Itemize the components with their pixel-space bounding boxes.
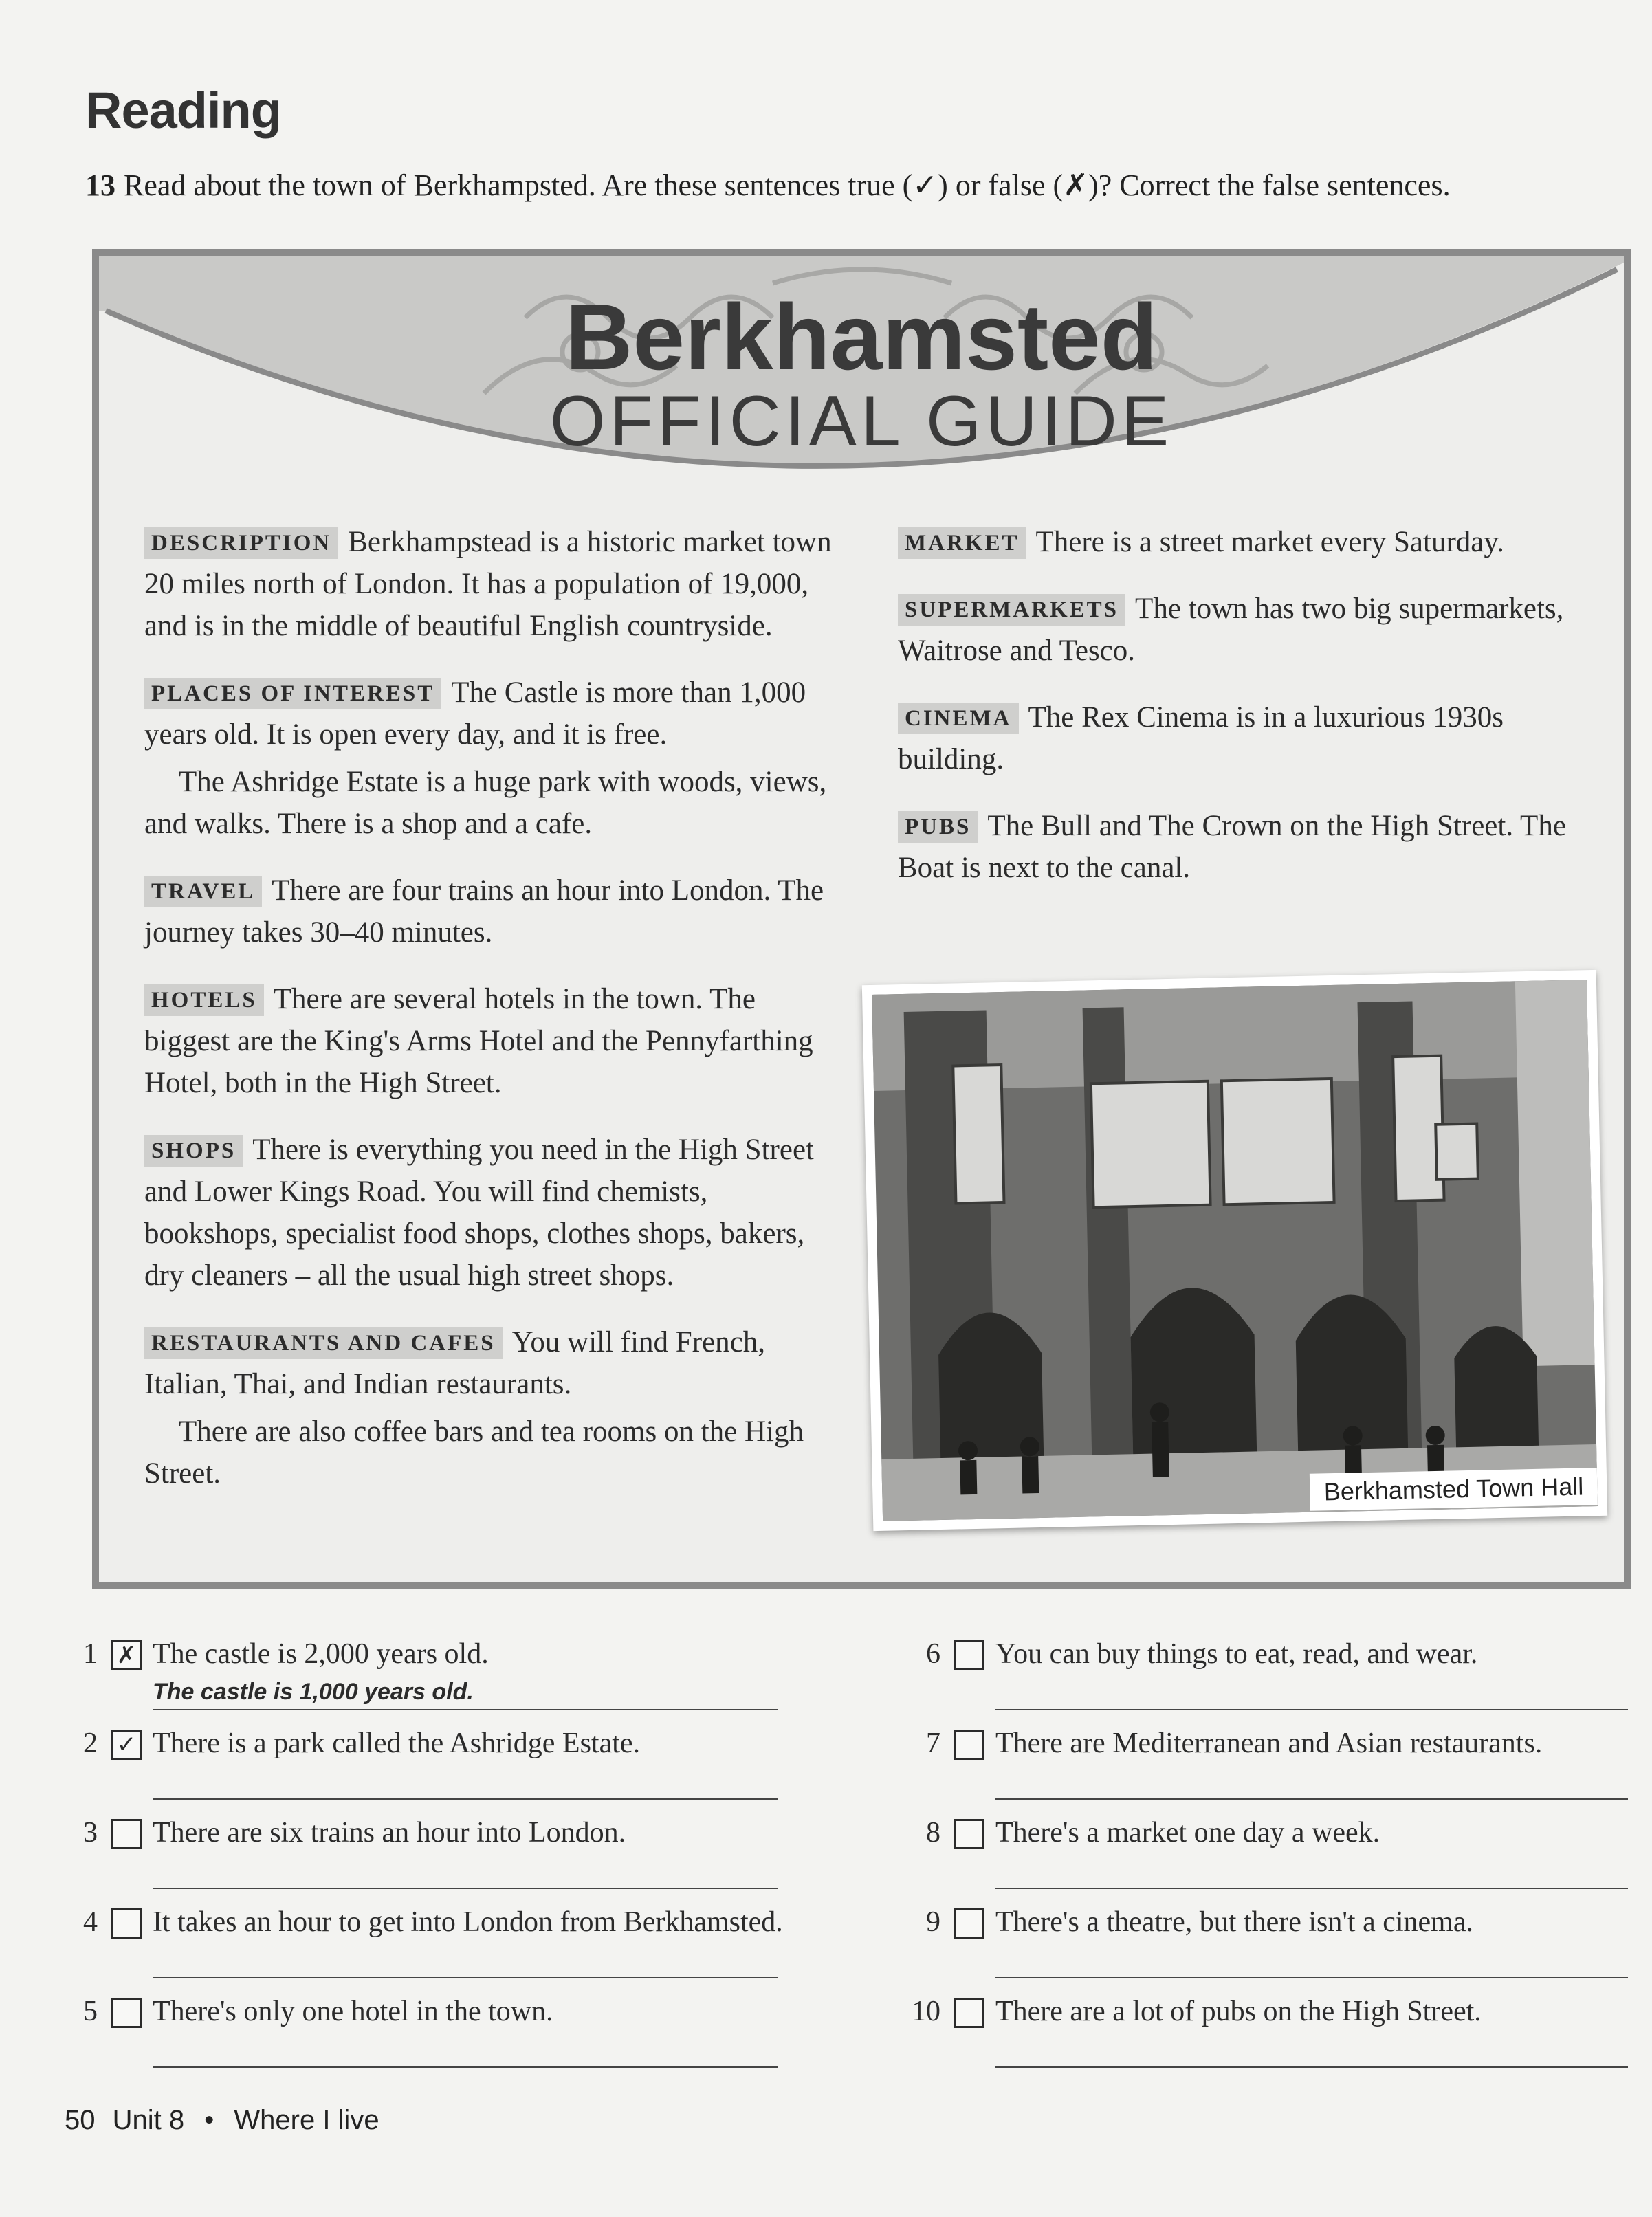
section-title: Reading — [85, 82, 281, 139]
answer-line[interactable] — [995, 1709, 1628, 1710]
true-false-checkbox[interactable] — [111, 1908, 142, 1939]
section-tag: DESCRIPTION — [144, 527, 338, 559]
section-tag: RESTAURANTS AND CAFES — [144, 1327, 503, 1359]
question-number: 5 — [83, 1996, 98, 2027]
question-9 — [906, 1906, 1635, 1995]
official-guide-box — [92, 249, 1631, 1589]
true-false-checkbox[interactable]: ✗ — [111, 1640, 142, 1670]
true-false-checkbox[interactable] — [954, 1819, 984, 1849]
section-description — [144, 521, 839, 647]
true-false-checkbox[interactable] — [954, 1998, 984, 2028]
answer-line[interactable] — [153, 1709, 778, 1710]
exercise-instruction — [85, 168, 1451, 203]
section-tag: SUPERMARKETS — [898, 594, 1125, 626]
question-8 — [906, 1816, 1635, 1906]
section-shops — [144, 1129, 839, 1297]
question-4 — [63, 1906, 792, 1995]
answer-line[interactable] — [995, 1977, 1628, 1978]
question-text: There's a market one day a week. — [995, 1817, 1380, 1849]
guide-title: Berkhamsted — [565, 285, 1158, 389]
question-3 — [63, 1816, 792, 1906]
section-tag: SHOPS — [144, 1135, 243, 1167]
answer-line[interactable] — [153, 1798, 778, 1800]
question-text: There are a lot of pubs on the High Street. — [995, 1996, 1482, 2027]
question-number: 1 — [83, 1638, 98, 1670]
question-text: It takes an hour to get into London from Berkhamsted. — [153, 1906, 783, 1938]
section-tag: TRAVEL — [144, 876, 262, 907]
question-7 — [906, 1727, 1635, 1816]
page-number: 50 — [65, 2105, 96, 2135]
town-hall-illustration — [862, 970, 1607, 1531]
question-number: 4 — [83, 1906, 98, 1938]
section-text: There are several hotels in the town. The biggest are the King's Arms Hotel and the Pennyfarthing Hotel, both in the High Street. — [144, 983, 813, 1099]
guide-right-column — [898, 521, 1592, 914]
answer-line[interactable] — [153, 1977, 778, 1978]
photo-caption: Berkhamsted Town Hall — [1310, 1468, 1598, 1511]
question-number: 2 — [83, 1728, 98, 1759]
question-text: You can buy things to eat, read, and wear. — [995, 1638, 1478, 1670]
section-tag: MARKET — [898, 527, 1026, 559]
page-footer — [65, 2105, 379, 2136]
question-number: 8 — [926, 1817, 940, 1849]
section-continuation: The Ashridge Estate is a huge park with woods, views, and walks. There is a shop and a cafe. — [144, 766, 827, 840]
guide-subtitle: OFFICIAL GUIDE — [549, 382, 1174, 461]
unit-title: Where I live — [234, 2105, 379, 2135]
true-false-checkbox[interactable] — [954, 1908, 984, 1939]
section-tag: PUBS — [898, 811, 978, 843]
guide-left-column — [144, 521, 839, 1519]
question-5 — [63, 1995, 792, 2084]
answer-text: The castle is 1,000 years old. — [153, 1679, 474, 1705]
true-false-checkbox[interactable] — [111, 1998, 142, 2028]
section-hotels — [144, 978, 839, 1104]
instruction-text: Read about the town of Berkhampsted. Are these sentences true (✓) or false (✗)? Correct the false sentences. — [124, 168, 1451, 202]
question-text: There are Mediterranean and Asian restaurants. — [995, 1728, 1543, 1759]
section-market — [898, 521, 1592, 563]
section-tag: HOTELS — [144, 984, 264, 1016]
answer-line[interactable] — [153, 1888, 778, 1889]
true-false-checkbox[interactable] — [111, 1819, 142, 1849]
question-number: 9 — [926, 1906, 940, 1938]
section-text: There are four trains an hour into London. The journey takes 30–40 minutes. — [144, 874, 824, 949]
question-1 — [63, 1637, 792, 1727]
unit-label: Unit 8 — [112, 2105, 185, 2135]
town-hall-photo — [862, 970, 1607, 1531]
section-restaurants — [144, 1321, 839, 1405]
true-false-checkbox[interactable] — [954, 1640, 984, 1670]
section-pubs — [898, 805, 1592, 889]
section-text: The town has two big supermarkets, Waitrose and Tesco. — [898, 593, 1564, 667]
question-text: There is a park called the Ashridge Estate. — [153, 1728, 641, 1759]
section-text: The Rex Cinema is in a luxurious 1930s building. — [898, 701, 1504, 775]
question-2 — [63, 1727, 792, 1816]
section-text: You will find French, Italian, Thai, and Indian restaurants. — [144, 1326, 765, 1400]
exercise-number: 13 — [85, 168, 115, 202]
question-number: 10 — [912, 1996, 940, 2027]
section-cinema — [898, 696, 1592, 780]
section-tag: CINEMA — [898, 703, 1019, 734]
section-text: Berkhampstead is a historic market town 20 miles north of London. It has a population of 19,000, and is in the middle of beautiful English countryside. — [144, 526, 832, 642]
footer-separator: • — [204, 2105, 214, 2135]
question-text: The castle is 2,000 years old. — [153, 1638, 489, 1670]
section-tag: PLACES OF INTEREST — [144, 678, 441, 709]
answer-line[interactable] — [995, 2066, 1628, 2068]
section-continuation: There are also coffee bars and tea rooms on the High Street. — [144, 1415, 804, 1490]
question-text: There are six trains an hour into London. — [153, 1817, 626, 1849]
section-text: The Bull and The Crown on the High Street. The Boat is next to the canal. — [898, 810, 1566, 884]
section-text: There is a street market every Saturday. — [1035, 526, 1504, 558]
question-text: There's only one hotel in the town. — [153, 1996, 553, 2027]
question-number: 7 — [926, 1728, 940, 1759]
section-text: There is everything you need in the High Street and Lower Kings Road. You will find chemists, bookshops, specialist food shops, clothes shops, bakers, dry cleaners – all the usual high street shops. — [144, 1134, 814, 1292]
section-travel — [144, 870, 839, 953]
question-number: 6 — [926, 1638, 940, 1670]
answer-line[interactable] — [153, 2066, 778, 2068]
answer-line[interactable] — [995, 1798, 1628, 1800]
section-places-of-interest — [144, 672, 839, 755]
section-text: The Castle is more than 1,000 years old. It is open every day, and it is free. — [144, 676, 806, 751]
section-supermarkets — [898, 588, 1592, 672]
true-false-checkbox[interactable] — [954, 1730, 984, 1760]
question-text: There's a theatre, but there isn't a cinema. — [995, 1906, 1473, 1938]
true-false-checkbox[interactable]: ✓ — [111, 1730, 142, 1760]
question-6 — [906, 1637, 1635, 1727]
question-number: 3 — [83, 1817, 98, 1849]
answer-line[interactable] — [995, 1888, 1628, 1889]
question-10 — [906, 1995, 1635, 2084]
